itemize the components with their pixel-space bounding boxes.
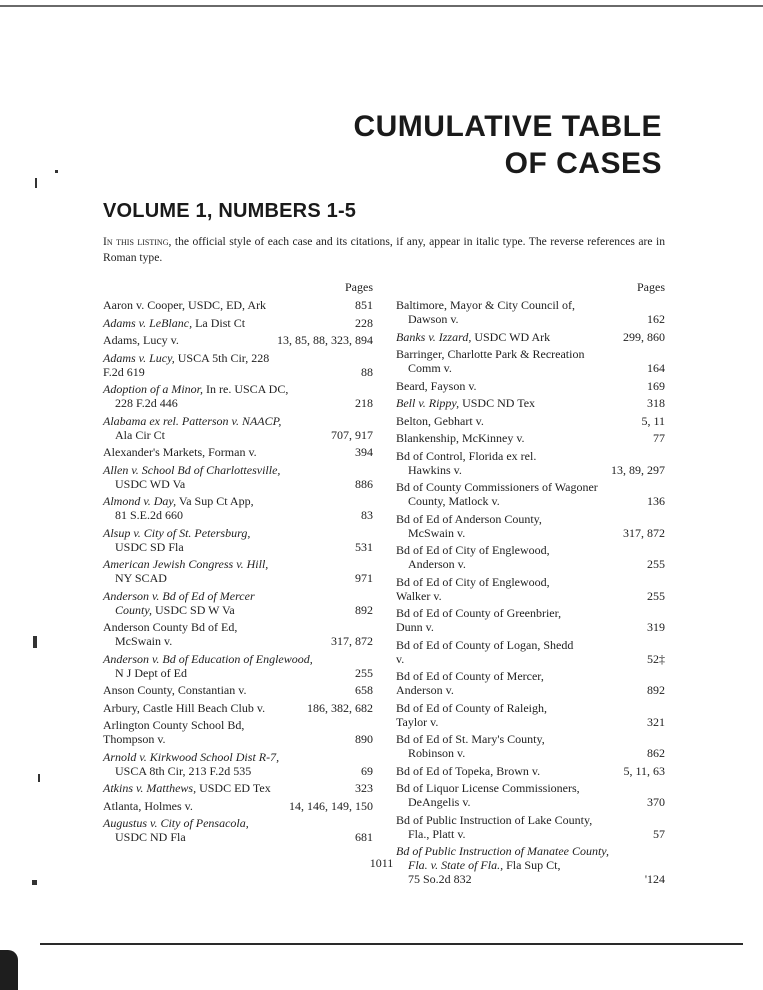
- case-detail-line: [396, 795, 665, 809]
- case-detail: USDC SD W Va: [152, 602, 235, 617]
- case-name: Bd of Liquor License Commissioners,: [396, 781, 580, 795]
- scan-speck: [35, 178, 37, 188]
- case-entry: [103, 526, 373, 554]
- case-pages: 890: [355, 732, 373, 746]
- case-name: American Jewish Congress v. Hill,: [103, 557, 269, 571]
- case-entry: [103, 683, 373, 697]
- title-line-2: OF CASES: [504, 147, 662, 180]
- case-entry: [396, 379, 665, 393]
- case-entry: [103, 652, 373, 680]
- case-name-line: [396, 396, 665, 410]
- case-pages: 971: [355, 571, 373, 585]
- case-name-line: [396, 813, 665, 827]
- case-name: Blankenship, McKinney v.: [396, 431, 525, 445]
- case-court: In re. USCA DC,: [203, 382, 289, 396]
- pages-header-right: Pages: [637, 280, 665, 294]
- case-detail-line: [103, 830, 373, 844]
- case-entry: [396, 543, 665, 571]
- case-name: Bd of County Commissioners of Wagoner: [396, 480, 598, 494]
- case-name: Barringer, Charlotte Park & Recreation: [396, 347, 585, 361]
- case-entry: [396, 575, 665, 603]
- case-name: Baltimore, Mayor & City Council of,: [396, 298, 575, 312]
- case-pages: 164: [647, 361, 665, 375]
- case-name-line: [103, 750, 373, 764]
- case-pages: 57: [653, 826, 665, 841]
- case-name: Banks v. Izzard,: [396, 329, 472, 344]
- case-name-continued: Fla. v. State of Fla.,: [408, 858, 504, 872]
- case-pages: 136: [647, 494, 665, 508]
- case-entry: [103, 316, 373, 330]
- case-entry: [103, 781, 373, 795]
- case-detail-line: [396, 827, 665, 841]
- case-pages: 318: [647, 396, 665, 410]
- intro-lead: In this listing,: [103, 235, 172, 248]
- case-name: Alabama ex rel. Patterson v. NAACP,: [103, 413, 282, 428]
- case-name: Bd of Ed of Topeka, Brown v.: [396, 763, 541, 778]
- case-detail-line: [103, 396, 373, 410]
- case-name-line: [396, 431, 665, 445]
- case-entry: [103, 750, 373, 778]
- case-name-line: [103, 414, 373, 428]
- case-pages: 317, 872: [623, 525, 665, 540]
- case-entry: [396, 298, 665, 326]
- case-name: Bd of Ed of St. Mary's County,: [396, 732, 545, 746]
- case-pages: 319: [647, 620, 665, 634]
- case-name: Bd of Ed of County of Mercer, Anderson v.: [396, 669, 544, 697]
- case-entry: [396, 606, 665, 634]
- case-detail: USCA 8th Cir, 213 F.2d 535: [115, 763, 252, 778]
- case-entry: [103, 298, 373, 312]
- case-court: La Dist Ct: [192, 315, 246, 330]
- case-detail: Fla., Platt v.: [408, 826, 466, 841]
- case-name: Alsup v. City of St. Petersburg,: [103, 525, 251, 540]
- case-name: Anderson County Bd of Ed,: [103, 620, 238, 634]
- case-name: Almond v. Day,: [103, 494, 177, 508]
- case-entry: [396, 669, 665, 697]
- case-entry: [396, 638, 665, 666]
- case-name: Anson County, Constantian v.: [103, 683, 247, 697]
- case-name: Bd of Public Instruction of Manatee County,: [396, 844, 609, 858]
- case-name-line: [103, 683, 373, 697]
- case-detail: DeAngelis v.: [408, 795, 471, 809]
- case-pages: 13, 89, 297: [611, 462, 665, 477]
- case-pages: 658: [355, 683, 373, 697]
- case-detail-line: [103, 508, 373, 522]
- case-entry: [103, 463, 373, 491]
- case-name: Bd of Control, Florida ex rel.: [396, 448, 537, 463]
- case-pages: 317, 872: [331, 634, 373, 648]
- case-entry: [396, 781, 665, 809]
- case-name-line: [103, 718, 373, 746]
- case-name-line: [396, 781, 665, 795]
- case-name-line: [396, 480, 665, 494]
- case-pages: 5, 11, 63: [623, 763, 665, 778]
- case-citation: 75 So.2d 832: [408, 872, 472, 886]
- scan-speck: [38, 774, 40, 782]
- case-pages: 886: [355, 476, 373, 491]
- case-detail-line: [103, 666, 373, 680]
- case-pages: 323: [355, 781, 373, 795]
- case-court: USDC WD Ark: [471, 329, 551, 344]
- case-name: Arbury, Castle Hill Beach Club v.: [103, 700, 266, 715]
- case-pages: 681: [355, 830, 373, 844]
- case-detail: Anderson v.: [408, 557, 466, 571]
- case-name: Alexander's Markets, Forman v.: [103, 445, 257, 459]
- case-name: Adams, Lucy v.: [103, 333, 179, 347]
- case-name-line: [103, 316, 373, 330]
- case-detail: 81 S.E.2d 660: [115, 508, 184, 522]
- case-detail: Hawkins v.: [408, 462, 462, 477]
- case-court: USCA 5th Cir, 228 F.2d 619: [103, 350, 270, 379]
- case-pages: 892: [355, 602, 373, 617]
- scan-corner-mark: [0, 950, 18, 990]
- case-pages: 862: [647, 746, 665, 760]
- case-detail: Robinson v.: [408, 746, 466, 760]
- case-name: Augustus v. City of Pensacola,: [103, 816, 249, 830]
- case-name-line: [103, 445, 373, 459]
- case-name: Bd of Ed of County of Logan, Shedd v.: [396, 637, 574, 666]
- case-detail: Dawson v.: [408, 312, 459, 326]
- case-entry: [103, 414, 373, 442]
- scan-speck: [32, 880, 37, 885]
- case-entry: [103, 494, 373, 522]
- case-entry: [103, 620, 373, 648]
- case-name-line: [103, 816, 373, 830]
- case-pages: 707, 917: [331, 427, 373, 442]
- volume-heading: VOLUME 1, NUMBERS 1-5: [103, 200, 357, 222]
- case-pages: 186, 382, 682: [307, 700, 373, 715]
- case-name-line: [103, 298, 373, 312]
- case-name-continued: County,: [115, 602, 153, 617]
- case-detail: Fla Sup Ct,: [503, 858, 561, 872]
- case-name: Adams v. Lucy,: [103, 350, 175, 365]
- case-name-line: [396, 298, 665, 312]
- case-pages: 88: [361, 364, 373, 379]
- case-name-line: [396, 701, 665, 729]
- case-detail: USDC SD Fla: [115, 539, 184, 554]
- page-title: [353, 108, 662, 182]
- case-citation-line: [396, 872, 665, 886]
- case-court: Va Sup Ct App,: [176, 494, 254, 508]
- left-column: [103, 278, 373, 848]
- case-detail-line: [396, 312, 665, 326]
- case-name-line: [396, 575, 665, 603]
- case-entry: [103, 351, 373, 379]
- case-detail: County, Matlock v.: [408, 494, 500, 508]
- case-entry: [103, 718, 373, 746]
- pages-header-left: Pages: [345, 280, 373, 294]
- case-name-line: [103, 652, 373, 666]
- case-detail: USDC WD Va: [115, 476, 186, 491]
- case-name: Bd of Ed of County of Greenbrier, Dunn v.: [396, 606, 562, 634]
- case-name: Beard, Fayson v.: [396, 378, 477, 393]
- case-pages: 228: [355, 315, 373, 330]
- case-detail-line: [396, 361, 665, 375]
- title-line-1: CUMULATIVE TABLE: [353, 110, 662, 143]
- case-detail-line: [396, 494, 665, 508]
- case-pages: 83: [361, 508, 373, 522]
- right-column: [396, 278, 665, 890]
- case-entry: [396, 449, 665, 477]
- case-name: Bd of Ed of Anderson County,: [396, 511, 542, 526]
- case-name-line: [396, 638, 665, 666]
- case-entry: [396, 431, 665, 445]
- case-name: Bd of Ed of City of Englewood, Walker v.: [396, 574, 550, 603]
- case-name-line: [103, 589, 373, 603]
- case-name-line: [396, 669, 665, 697]
- case-name: Bd of Ed of City of Englewood,: [396, 543, 550, 557]
- case-detail-line: [103, 477, 373, 491]
- bottom-rule: [40, 943, 743, 945]
- case-pages: 69: [361, 763, 373, 778]
- case-court: USDC ED Tex: [196, 781, 271, 795]
- case-pages: 255: [647, 557, 665, 571]
- case-name: Atkins v. Matthews,: [103, 781, 197, 795]
- case-entry: [103, 701, 373, 715]
- case-name: Bd of Ed of County of Raleigh, Taylor v.: [396, 700, 547, 729]
- scan-speck: [33, 636, 37, 648]
- case-name-line: [103, 781, 373, 795]
- case-entry: [396, 701, 665, 729]
- case-pages: 892: [647, 683, 665, 697]
- case-pages: 394: [355, 445, 373, 459]
- case-name-line: [396, 347, 665, 361]
- intro-paragraph: [103, 234, 665, 266]
- case-pages: 218: [355, 396, 373, 410]
- case-name-line: [103, 463, 373, 477]
- case-entry: [396, 330, 665, 344]
- case-entry: [396, 512, 665, 540]
- case-detail-line: [396, 746, 665, 760]
- case-pages: 169: [647, 378, 665, 393]
- case-entry: [396, 414, 665, 428]
- case-entry: [396, 813, 665, 841]
- case-name-line: [103, 526, 373, 540]
- case-court: USDC ND Tex: [459, 396, 536, 410]
- case-name-line: [396, 449, 665, 463]
- case-name: Anderson v. Bd of Education of Englewood,: [103, 651, 313, 666]
- case-name: Atlanta, Holmes v.: [103, 798, 193, 813]
- case-detail: 228 F.2d 446: [115, 396, 178, 410]
- case-pages: 299, 860: [623, 329, 665, 344]
- case-pages: 13, 85, 88, 323, 894: [277, 333, 373, 347]
- case-pages: 52‡: [647, 651, 665, 666]
- case-detail: NY SCAD: [115, 571, 167, 585]
- case-detail: McSwain v.: [115, 634, 173, 648]
- case-pages: 321: [647, 714, 665, 729]
- case-entry: [396, 396, 665, 410]
- case-detail-line: [103, 764, 373, 778]
- case-detail-line: [103, 571, 373, 585]
- case-pages: 5, 11: [641, 413, 665, 428]
- case-name-line: [396, 512, 665, 526]
- case-entry: [396, 764, 665, 778]
- case-entry: [103, 816, 373, 844]
- case-name-line: [103, 351, 373, 379]
- case-name-line: [396, 732, 665, 746]
- case-pages: 162: [647, 312, 665, 326]
- case-name-line: [396, 414, 665, 428]
- case-name: Bell v. Rippy,: [396, 396, 460, 410]
- case-entry: [396, 732, 665, 760]
- case-name: Aaron v. Cooper, USDC, ED, Ark: [103, 298, 267, 312]
- case-entry: [103, 333, 373, 347]
- case-pages: 370: [647, 795, 665, 809]
- case-name-line: [396, 606, 665, 634]
- case-detail: Ala Cir Ct: [115, 427, 165, 442]
- case-name: Arnold v. Kirkwood School Dist R-7,: [103, 749, 280, 764]
- case-detail: Comm v.: [408, 361, 452, 375]
- page-number: 1011: [369, 856, 394, 870]
- case-detail-line: [396, 557, 665, 571]
- case-detail: USDC ND Fla: [115, 830, 186, 844]
- intro-text: the official style of each case and its citations, if any, appear in italic type. The reverse references are in Roman type.: [103, 235, 666, 264]
- case-name: Arlington County School Bd, Thompson v.: [103, 718, 245, 746]
- case-name: Belton, Gebhart v.: [396, 413, 484, 428]
- case-pages: 851: [355, 298, 373, 312]
- case-entry: [396, 480, 665, 508]
- case-name: Adoption of a Minor,: [103, 382, 204, 396]
- case-pages: 255: [647, 588, 665, 603]
- case-entry: [103, 799, 373, 813]
- case-name: Adams v. LeBlanc,: [103, 315, 193, 330]
- case-name-line: [103, 557, 373, 571]
- case-name: Allen v. School Bd of Charlottesville,: [103, 462, 281, 477]
- case-name-line: [103, 494, 373, 508]
- case-pages: '124: [644, 872, 665, 886]
- case-name-line: [396, 543, 665, 557]
- case-detail: N J Dept of Ed: [115, 665, 187, 680]
- case-detail-line: [103, 603, 373, 617]
- case-name-line: [103, 382, 373, 396]
- case-pages: 531: [355, 539, 373, 554]
- case-entry: [103, 445, 373, 459]
- scan-speck: [55, 170, 58, 173]
- case-pages: 255: [355, 665, 373, 680]
- top-rule: [0, 5, 763, 7]
- case-entry: [103, 589, 373, 617]
- case-pages: 14, 146, 149, 150: [289, 798, 373, 813]
- case-name-line: [103, 620, 373, 634]
- case-name: Anderson v. Bd of Ed of Mercer: [103, 588, 255, 603]
- case-entry: [103, 382, 373, 410]
- case-name: Bd of Public Instruction of Lake County,: [396, 812, 593, 827]
- case-pages: 77: [653, 431, 665, 445]
- case-detail: McSwain v.: [408, 525, 466, 540]
- case-detail-line: [103, 540, 373, 554]
- case-name-line: [396, 379, 665, 393]
- case-entry: [103, 557, 373, 585]
- case-entry: [396, 347, 665, 375]
